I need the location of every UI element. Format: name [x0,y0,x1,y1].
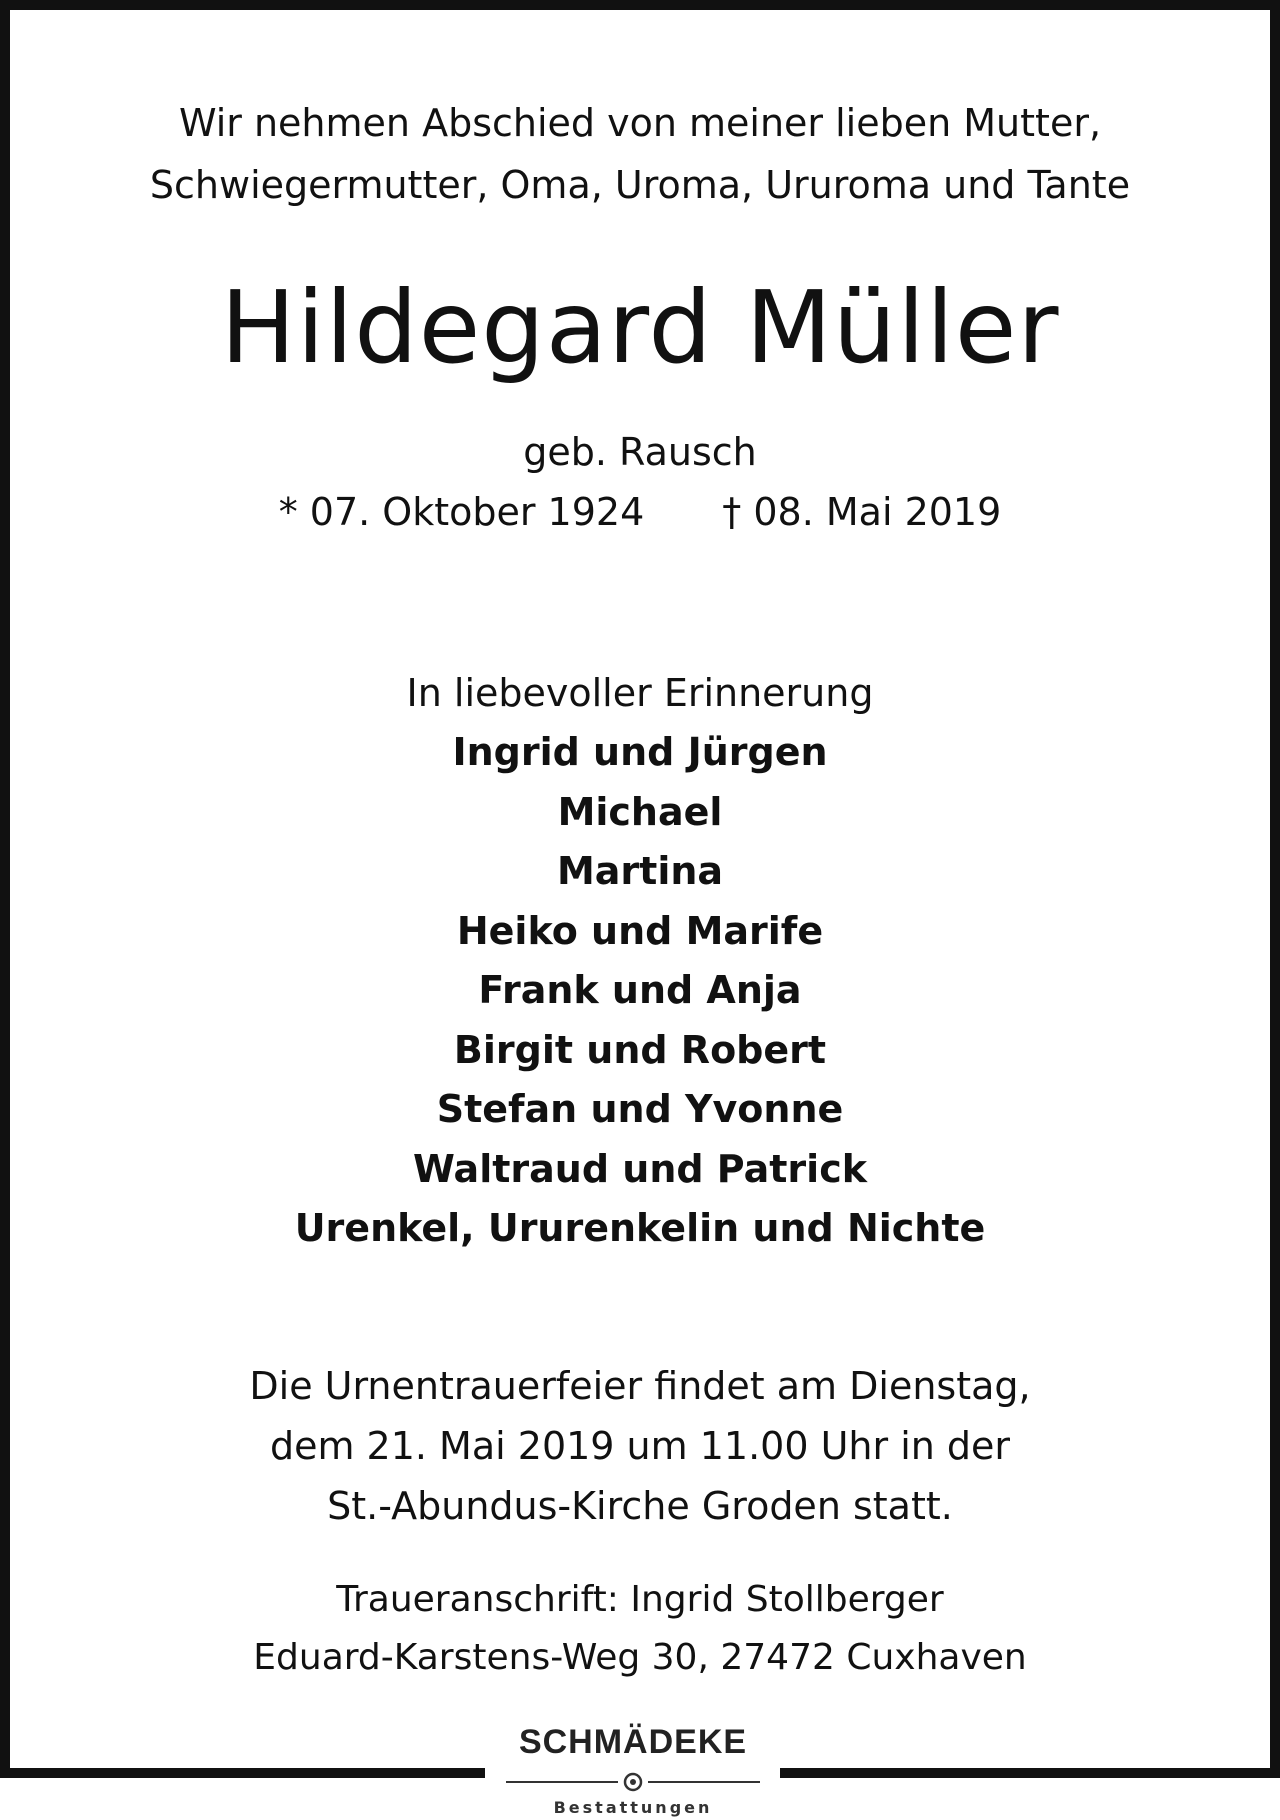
mourner-entry: Heiko und Marife [456,908,824,953]
address-line: Eduard-Karstens-Weg 30, 27472 Cuxhaven [253,1637,1027,1678]
mourner-entry: Birgit und Robert [453,1027,827,1072]
service-line: dem 21. Mai 2019 um 11.00 Uhr in der [269,1424,1011,1468]
funeral-home-logo [486,1722,780,1820]
bottom-border-left [0,1768,485,1778]
service-line: Die Urnentrauerfeier findet am Dienstag, [249,1364,1031,1408]
birth-date: * 07. Oktober 1924 [278,490,645,534]
intro-line: Wir nehmen Abschied von meiner lieben Mutter, [178,101,1102,145]
logo-name: SCHMÄDEKE [518,1723,748,1761]
mourner-entry: Michael [557,789,723,834]
service-line: St.-Abundus-Kirche Groden statt. [327,1484,953,1528]
logo-ornament-icon [486,1770,780,1794]
mourners-list [0,723,1280,1259]
mourner-entry: Frank und Anja [478,968,802,1012]
mourner-entry: Ingrid und Jürgen [452,730,828,774]
service-info [0,1356,1280,1536]
mourner-entry: Martina [556,849,724,893]
birth-name: geb. Rausch [523,430,757,474]
mourner-entry: Urenkel, Ururenkelin und Nichte [294,1206,986,1250]
intro-text [0,92,1280,216]
bottom-border-right [780,1768,1280,1778]
life-dates [0,484,1280,540]
condolence-address [0,1571,1280,1687]
deceased-name: Hildegard Müller [220,269,1060,386]
mourner-entry: Stefan und Yvonne [436,1087,844,1131]
intro-line: Schwiegermutter, Oma, Uroma, Ururoma und Tante [149,163,1131,207]
mourner-entry: Waltraud und Patrick [413,1146,867,1191]
address-line: Traueranschrift: Ingrid Stollberger [336,1579,944,1620]
death-date: † 08. Mai 2019 [722,490,1002,534]
logo-subtitle: Bestattungen [553,1798,713,1817]
memory-line: In liebevoller Erinnerung [406,671,874,715]
